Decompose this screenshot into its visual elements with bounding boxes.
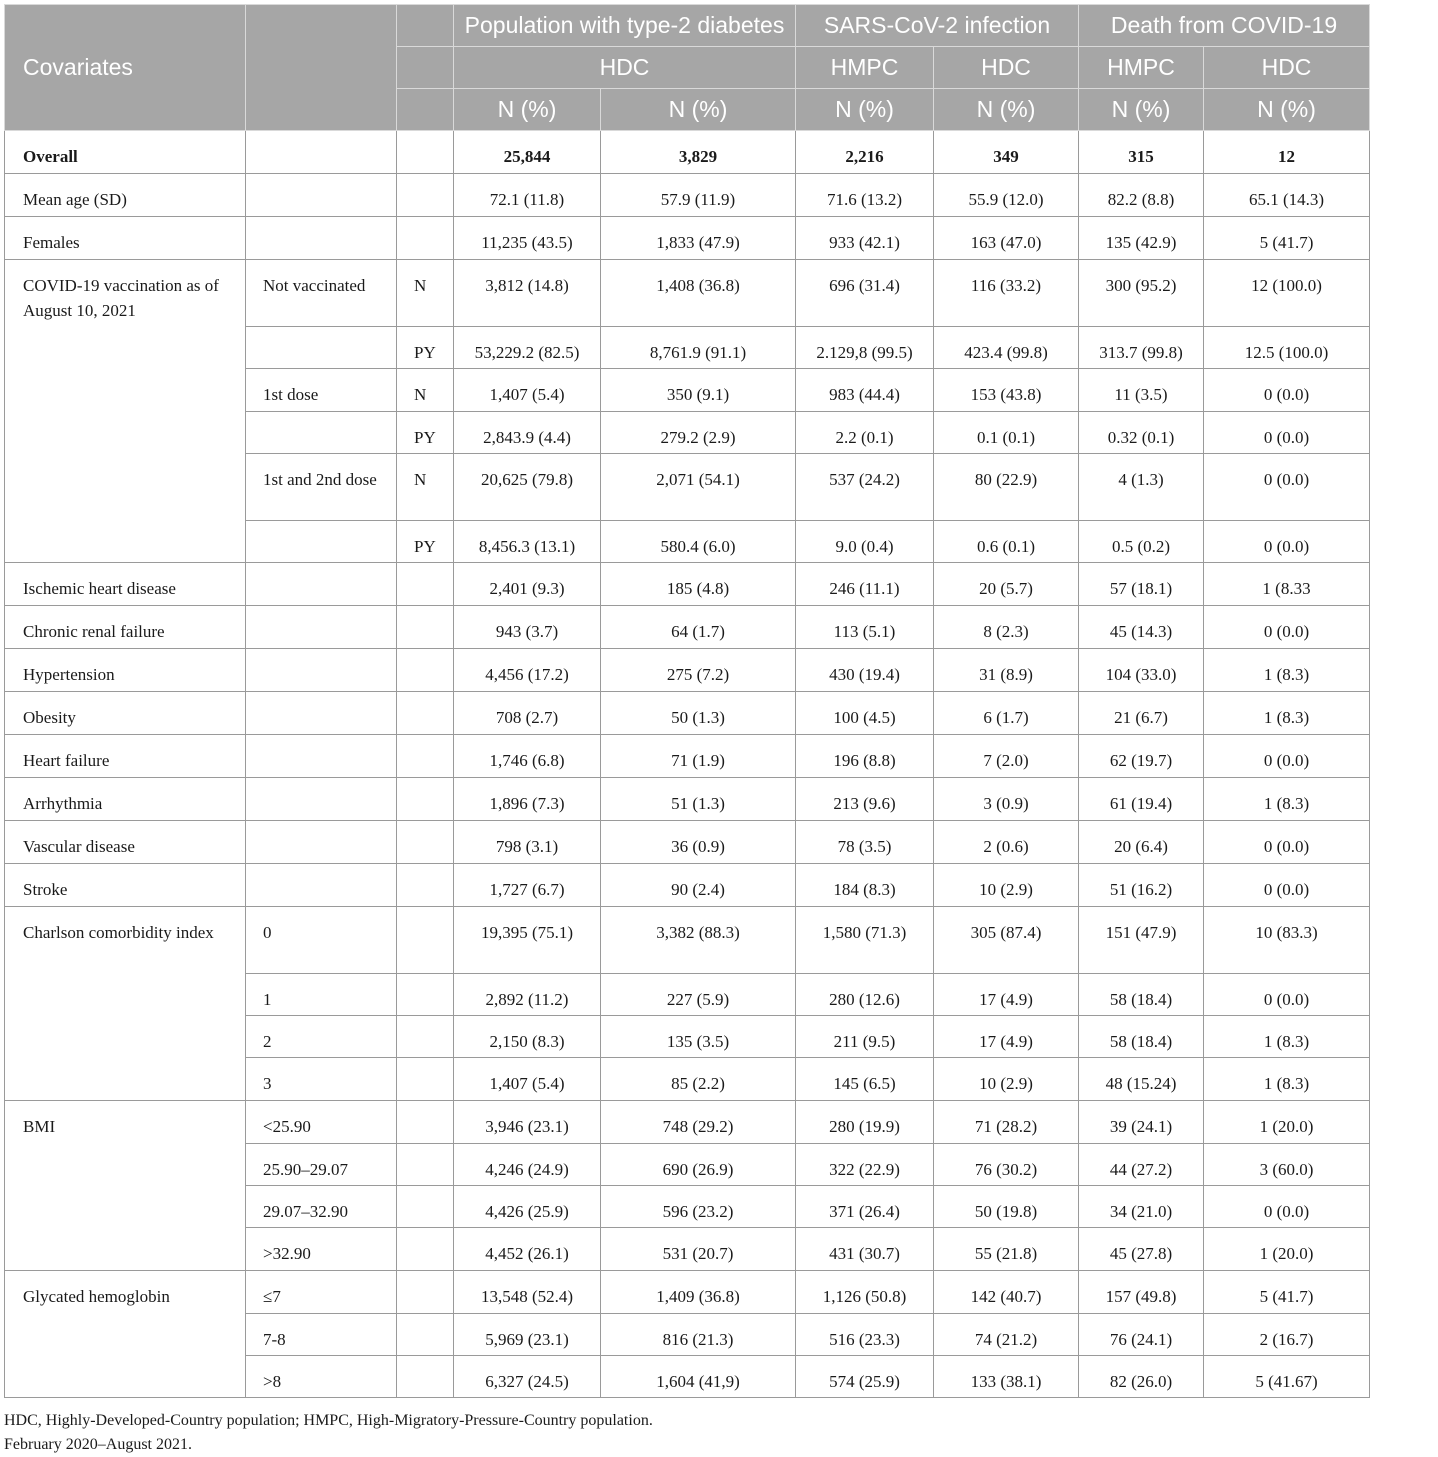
subcategory-label: 3: [246, 1058, 397, 1101]
value-cell: 1,408 (36.8): [601, 260, 796, 327]
value-cell: 116 (33.2): [934, 260, 1079, 327]
subcategory-label: [246, 735, 397, 778]
value-cell: 76 (30.2): [934, 1144, 1079, 1186]
covariate-label: Chronic renal failure: [5, 606, 246, 649]
value-cell: 0 (0.0): [1204, 864, 1370, 907]
unit-label: [397, 1314, 454, 1356]
value-cell: 163 (47.0): [934, 217, 1079, 260]
value-cell: 2 (16.7): [1204, 1314, 1370, 1356]
value-cell: 3 (0.9): [934, 778, 1079, 821]
value-cell: 64 (1.7): [601, 606, 796, 649]
subcategory-label: Not vaccinated: [246, 260, 397, 327]
value-cell: 12: [1204, 131, 1370, 174]
unit-header: N (%): [601, 89, 796, 131]
unit-label: [397, 217, 454, 260]
value-cell: 12.5 (100.0): [1204, 327, 1370, 369]
unit-label: [397, 974, 454, 1016]
value-cell: 2 (0.6): [934, 821, 1079, 864]
value-cell: 20,625 (79.8): [454, 454, 601, 521]
value-cell: 211 (9.5): [796, 1016, 934, 1058]
table-row: [5, 692, 1370, 735]
value-cell: 72.1 (11.8): [454, 174, 601, 217]
value-cell: 11,235 (43.5): [454, 217, 601, 260]
table-row: [5, 563, 1370, 606]
value-cell: 62 (19.7): [1079, 735, 1204, 778]
value-cell: 45 (14.3): [1079, 606, 1204, 649]
unit-label: [397, 1016, 454, 1058]
value-cell: 12 (100.0): [1204, 260, 1370, 327]
subcategory-label: [246, 778, 397, 821]
unit-label: [397, 692, 454, 735]
value-cell: 31 (8.9): [934, 649, 1079, 692]
unit-label: PY: [397, 521, 454, 563]
value-cell: 57.9 (11.9): [601, 174, 796, 217]
value-cell: 57 (18.1): [1079, 563, 1204, 606]
subcategory-label: [246, 174, 397, 217]
value-cell: 10 (83.3): [1204, 907, 1370, 974]
value-cell: 596 (23.2): [601, 1186, 796, 1228]
value-cell: 423.4 (99.8): [934, 327, 1079, 369]
value-cell: 280 (19.9): [796, 1101, 934, 1144]
value-cell: 816 (21.3): [601, 1314, 796, 1356]
value-cell: 4,452 (26.1): [454, 1228, 601, 1271]
unit-label: PY: [397, 327, 454, 369]
value-cell: 279.2 (2.9): [601, 412, 796, 454]
value-cell: 13,548 (52.4): [454, 1271, 601, 1314]
covariate-label: Obesity: [5, 692, 246, 735]
value-cell: 1,409 (36.8): [601, 1271, 796, 1314]
value-cell: 25,844: [454, 131, 601, 174]
covariate-label: BMI: [5, 1101, 246, 1271]
table-row: [5, 735, 1370, 778]
value-cell: 431 (30.7): [796, 1228, 934, 1271]
value-cell: 1 (8.3): [1204, 649, 1370, 692]
value-cell: 71 (1.9): [601, 735, 796, 778]
unit-label: [397, 131, 454, 174]
value-cell: 2,071 (54.1): [601, 454, 796, 521]
value-cell: 246 (11.1): [796, 563, 934, 606]
value-cell: 58 (18.4): [1079, 974, 1204, 1016]
unit-label: [397, 864, 454, 907]
value-cell: 1,833 (47.9): [601, 217, 796, 260]
value-cell: 113 (5.1): [796, 606, 934, 649]
value-cell: 0 (0.0): [1204, 821, 1370, 864]
value-cell: 104 (33.0): [1079, 649, 1204, 692]
value-cell: 21 (6.7): [1079, 692, 1204, 735]
subcategory-label: 29.07–32.90: [246, 1186, 397, 1228]
value-cell: 71 (28.2): [934, 1101, 1079, 1144]
covariate-label: Stroke: [5, 864, 246, 907]
value-cell: 280 (12.6): [796, 974, 934, 1016]
empty-header-cell: [397, 5, 454, 47]
value-cell: 1,126 (50.8): [796, 1271, 934, 1314]
value-cell: 10 (2.9): [934, 1058, 1079, 1101]
subcategory-label: [246, 649, 397, 692]
value-cell: 0 (0.0): [1204, 521, 1370, 563]
value-cell: 3 (60.0): [1204, 1144, 1370, 1186]
empty-header-cell: [246, 5, 397, 131]
value-cell: 135 (3.5): [601, 1016, 796, 1058]
value-cell: 574 (25.9): [796, 1356, 934, 1398]
subcategory-label: 25.90–29.07: [246, 1144, 397, 1186]
value-cell: 227 (5.9): [601, 974, 796, 1016]
value-cell: 0 (0.0): [1204, 369, 1370, 412]
value-cell: 1,746 (6.8): [454, 735, 601, 778]
value-cell: 1 (20.0): [1204, 1101, 1370, 1144]
value-cell: 2,150 (8.3): [454, 1016, 601, 1058]
value-cell: 8,456.3 (13.1): [454, 521, 601, 563]
value-cell: 9.0 (0.4): [796, 521, 934, 563]
value-cell: 5,969 (23.1): [454, 1314, 601, 1356]
value-cell: 580.4 (6.0): [601, 521, 796, 563]
covariate-label: Arrhythmia: [5, 778, 246, 821]
value-cell: 1,604 (41,9): [601, 1356, 796, 1398]
value-cell: 708 (2.7): [454, 692, 601, 735]
value-cell: 3,382 (88.3): [601, 907, 796, 974]
value-cell: 5 (41.7): [1204, 217, 1370, 260]
value-cell: 696 (31.4): [796, 260, 934, 327]
value-cell: 34 (21.0): [1079, 1186, 1204, 1228]
covariates-table: Covariates Population with type-2 diabetes SARS-CoV-2 infection Death from COVID-19 HDC HMPC HDC HMPC HDC HMPC N (%) N (%) N (%) N (%) N (%) N (%) Overall 25,844 3,829 2,216 349 315 12 Mean age (SD) 72.1 (11.8) 57.9 (11.9) 71.6 (13.2) 55.9 (12.0) 82.2 (8.8) 65.1 (14.3) Females 11,235 (43.5) 1,833 (47.9) 933 (42.1) 163 (47.0) 135 (42.9) 5 (41.7) COVID-19 vaccination as of August 10, 2021 Not vaccinated N 3,812 (14.8) 1,408 (36.8) 696 (31.4) 116 (33.2) 300 (95.2) 12 (100.0) PY 53,229.2 (82.5) 8,761.9 (91.1) 2.129,8 (99.5) 423.4 (99.8) 313.7 (99.8) 12.5 (100.0) 1st dose N 1,407 (5.4) 350 (9.1) 983 (44.4) 153 (43.8) 11 (3.5) 0 (0.0) PY 2,843.9 (4.4) 279.2 (2.9) 2.2 (0.1) 0.1 (0.1) 0.32 (0.1) 0 (0.0) 1st and 2nd dose N 20,625 (79.8) 2,071 (54.1) 537 (24.2) 80 (22.9) 4 (1.3) 0 (0.0) PY 8,456.3 (13.1) 580.4 (6.0) 9.0 (0.4) 0.6 (0.1) 0.5 (0.2) 0 (0.0) Ischemic heart disease 2,401 (9.3) 185 (4.8) 246 (11.1) 20 (5.7) 57 (18.1) 1 (8.33 Chronic renal failure 943 (3.7) 64 (1.7) 113 (5.1) 8 (2.3) 45 (14.3) 0 (0.0) Hypertension 4,456 (17.2) 275 (7.2) 430 (19.4) 31 (8.9) 104 (33.0) 1 (8.3) Obesity 708 (2.7) 50 (1.3) 100 (4.5) 6 (1.7) 21 (6.7) 1 (8.3) Heart failure 1,746 (6.8) 71 (1.9) 196 (8.8) 7 (2.0) 62 (19.7) 0 (0.0) Arrhythmia 1,896 (7.3) 51 (1.3) 213 (9.6) 3 (0.9) 61 (19.4) 1 (8.3) Vascular disease 798 (3.1) 36 (0.9) 78 (3.5) 2 (0.6) 20 (6.4) 0 (0.0) Stroke 1,727 (6.7) 90 (2.4) 184 (8.3) 10 (2.9) 51 (16.2) 0 (0.0) Charlson comorbidity index 0 19,395 (75.1) 3,382 (88.3) 1,580 (71.3) 305 (87.4) 151 (47.9) 10 (83.3) 1 2,892 (11.2) 227 (5.9) 280 (12.6) 17 (4.9) 58 (18.4) 0 (0.0) 2 2,150 (8.3) 135 (3.5) 211 (9.5) 17 (4.9) 58 (18.4) 1 (8.3) 3 1,407 (5.4) 85 (2.2) 145 (6.5) 10 (2.9) 48 (15.24) 1 (8.3) BMI <25.90 3,946 (23.1) 748 (29.2) 280 (19.9) 71 (28.2) 39 (24.1) 1 (20.0) 25.90–29.07 4,246 (24.9) 690 (26.9) 322 (22.9) 76 (30.2) 44 (27.2) 3 (60.0) 29.07–32.90 4,426 (25.9) 596 (23.2) 371 (26.4) 50 (19.8) 34 (21.0) 0 (0.0) >32.90 4,452 (26.1) 531 (20.7) 431 (30.7) 55 (21.8) 45 (27.8) 1 (20.0) Glycated hemoglobin ≤7 13,548 (52.4) 1,409 (36.8) 1,126 (50.8) 142 (40.7) 157 (49.8) 5 (41.7) 7-8 5,969 (23.1) 816 (21.3) 516 (23.3) 74 (21.2) 76 (24.1) 2 (16.7) >8 6,327 (24.5) 1,604 (41,9) 574 (25.9) 133 (38.1) 82 (26.0) 5 (41.67): [4, 4, 1370, 1398]
value-cell: 300 (95.2): [1079, 260, 1204, 327]
table-row: [5, 1271, 1370, 1314]
subcategory-label: [246, 327, 397, 369]
value-cell: 1 (8.3): [1204, 1016, 1370, 1058]
value-cell: 8 (2.3): [934, 606, 1079, 649]
value-cell: 58 (18.4): [1079, 1016, 1204, 1058]
footnotes: [4, 1409, 653, 1457]
unit-label: [397, 649, 454, 692]
value-cell: 1,407 (5.4): [454, 369, 601, 412]
covariate-label: Overall: [5, 131, 246, 174]
value-cell: 153 (43.8): [934, 369, 1079, 412]
value-cell: 76 (24.1): [1079, 1314, 1204, 1356]
value-cell: 133 (38.1): [934, 1356, 1079, 1398]
table-container: [4, 4, 1438, 1398]
value-cell: 82.2 (8.8): [1079, 174, 1204, 217]
value-cell: 65.1 (14.3): [1204, 174, 1370, 217]
value-cell: 983 (44.4): [796, 369, 934, 412]
value-cell: 275 (7.2): [601, 649, 796, 692]
value-cell: 7 (2.0): [934, 735, 1079, 778]
subcategory-label: [246, 563, 397, 606]
value-cell: 322 (22.9): [796, 1144, 934, 1186]
subcategory-label: <25.90: [246, 1101, 397, 1144]
value-cell: 2.2 (0.1): [796, 412, 934, 454]
value-cell: 196 (8.8): [796, 735, 934, 778]
unit-header: N (%): [1204, 89, 1370, 131]
subcategory-label: [246, 821, 397, 864]
value-cell: 213 (9.6): [796, 778, 934, 821]
subcategory-label: [246, 521, 397, 563]
value-cell: 0.32 (0.1): [1079, 412, 1204, 454]
unit-label: [397, 1356, 454, 1398]
value-cell: 2,892 (11.2): [454, 974, 601, 1016]
value-cell: 2,843.9 (4.4): [454, 412, 601, 454]
unit-header: N (%): [454, 89, 601, 131]
value-cell: 71.6 (13.2): [796, 174, 934, 217]
subcategory-label: 1st and 2nd dose: [246, 454, 397, 521]
value-cell: 0.1 (0.1): [934, 412, 1079, 454]
value-cell: 430 (19.4): [796, 649, 934, 692]
value-cell: 0.6 (0.1): [934, 521, 1079, 563]
value-cell: 74 (21.2): [934, 1314, 1079, 1356]
value-cell: 184 (8.3): [796, 864, 934, 907]
value-cell: 45 (27.8): [1079, 1228, 1204, 1271]
value-cell: 151 (47.9): [1079, 907, 1204, 974]
value-cell: 142 (40.7): [934, 1271, 1079, 1314]
value-cell: 516 (23.3): [796, 1314, 934, 1356]
value-cell: 1,580 (71.3): [796, 907, 934, 974]
covariate-label: COVID-19 vaccination as of August 10, 2021: [5, 260, 246, 563]
value-cell: 5 (41.67): [1204, 1356, 1370, 1398]
unit-label: [397, 907, 454, 974]
subcategory-label: 1: [246, 974, 397, 1016]
value-cell: 90 (2.4): [601, 864, 796, 907]
subgroup-header: HDC: [1204, 47, 1370, 89]
unit-label: [397, 174, 454, 217]
value-cell: 4,426 (25.9): [454, 1186, 601, 1228]
unit-label: [397, 563, 454, 606]
value-cell: 50 (19.8): [934, 1186, 1079, 1228]
table-body: [5, 131, 1370, 1398]
table-row: [5, 217, 1370, 260]
value-cell: 2.129,8 (99.5): [796, 327, 934, 369]
value-cell: 0 (0.0): [1204, 1186, 1370, 1228]
value-cell: 690 (26.9): [601, 1144, 796, 1186]
value-cell: 1 (8.3): [1204, 1058, 1370, 1101]
unit-label: [397, 778, 454, 821]
unit-label: [397, 1101, 454, 1144]
value-cell: 1,407 (5.4): [454, 1058, 601, 1101]
footnote-abbreviations: HDC, Highly-Developed-Country population; HMPC, High-Migratory-Pressure-Country population.: [4, 1412, 653, 1429]
value-cell: 6 (1.7): [934, 692, 1079, 735]
value-cell: 1 (8.33: [1204, 563, 1370, 606]
value-cell: 0 (0.0): [1204, 606, 1370, 649]
subcategory-label: [246, 864, 397, 907]
value-cell: 313.7 (99.8): [1079, 327, 1204, 369]
subcategory-label: [246, 692, 397, 735]
covariate-label: Charlson comorbidity index: [5, 907, 246, 1101]
empty-header-cell: [397, 47, 454, 89]
table-row: [5, 1101, 1370, 1144]
value-cell: 1 (8.3): [1204, 692, 1370, 735]
value-cell: 0 (0.0): [1204, 412, 1370, 454]
unit-label: N: [397, 369, 454, 412]
subcategory-label: >8: [246, 1356, 397, 1398]
subgroup-header: HDC: [934, 47, 1079, 89]
table-row: [5, 260, 1370, 327]
value-cell: 4,246 (24.9): [454, 1144, 601, 1186]
table-row: [5, 174, 1370, 217]
value-cell: 82 (26.0): [1079, 1356, 1204, 1398]
value-cell: 531 (20.7): [601, 1228, 796, 1271]
unit-header: N (%): [934, 89, 1079, 131]
table-row: [5, 131, 1370, 174]
subcategory-label: 2: [246, 1016, 397, 1058]
subgroup-header: HMPC: [796, 47, 934, 89]
subcategory-label: ≤7: [246, 1271, 397, 1314]
value-cell: 61 (19.4): [1079, 778, 1204, 821]
value-cell: 185 (4.8): [601, 563, 796, 606]
value-cell: 0 (0.0): [1204, 974, 1370, 1016]
value-cell: 933 (42.1): [796, 217, 934, 260]
unit-label: [397, 1144, 454, 1186]
unit-label: N: [397, 454, 454, 521]
value-cell: 4,456 (17.2): [454, 649, 601, 692]
value-cell: 371 (26.4): [796, 1186, 934, 1228]
unit-label: [397, 1186, 454, 1228]
value-cell: 20 (6.4): [1079, 821, 1204, 864]
table-row: [5, 907, 1370, 974]
value-cell: 48 (15.24): [1079, 1058, 1204, 1101]
value-cell: 17 (4.9): [934, 974, 1079, 1016]
value-cell: 1,727 (6.7): [454, 864, 601, 907]
group-header-diabetes: Population with type-2 diabetes: [454, 5, 796, 47]
unit-label: [397, 1228, 454, 1271]
value-cell: 4 (1.3): [1079, 454, 1204, 521]
value-cell: 2,401 (9.3): [454, 563, 601, 606]
subcategory-label: 0: [246, 907, 397, 974]
value-cell: 0 (0.0): [1204, 735, 1370, 778]
covariate-label: Glycated hemoglobin: [5, 1271, 246, 1398]
value-cell: 0.5 (0.2): [1079, 521, 1204, 563]
value-cell: 1 (20.0): [1204, 1228, 1370, 1271]
covariate-label: Heart failure: [5, 735, 246, 778]
covariate-label: Ischemic heart disease: [5, 563, 246, 606]
group-header-death: Death from COVID-19: [1079, 5, 1370, 47]
value-cell: 6,327 (24.5): [454, 1356, 601, 1398]
table-row: [5, 821, 1370, 864]
subcategory-label: 7-8: [246, 1314, 397, 1356]
value-cell: 44 (27.2): [1079, 1144, 1204, 1186]
unit-header: N (%): [1079, 89, 1204, 131]
value-cell: 2,216: [796, 131, 934, 174]
subcategory-label: [246, 412, 397, 454]
subcategory-label: [246, 131, 397, 174]
value-cell: 798 (3.1): [454, 821, 601, 864]
value-cell: 135 (42.9): [1079, 217, 1204, 260]
unit-label: N: [397, 260, 454, 327]
value-cell: 3,946 (23.1): [454, 1101, 601, 1144]
table-row: [5, 864, 1370, 907]
value-cell: 5 (41.7): [1204, 1271, 1370, 1314]
covariates-header: Covariates: [5, 5, 246, 131]
value-cell: 3,812 (14.8): [454, 260, 601, 327]
table-row: [5, 606, 1370, 649]
value-cell: 0 (0.0): [1204, 454, 1370, 521]
covariate-label: Mean age (SD): [5, 174, 246, 217]
value-cell: 349: [934, 131, 1079, 174]
subcategory-label: [246, 606, 397, 649]
value-cell: 17 (4.9): [934, 1016, 1079, 1058]
footnote-period: February 2020–August 2021.: [4, 1436, 192, 1453]
unit-header: N (%): [796, 89, 934, 131]
value-cell: 145 (6.5): [796, 1058, 934, 1101]
value-cell: 305 (87.4): [934, 907, 1079, 974]
value-cell: 3,829: [601, 131, 796, 174]
value-cell: 36 (0.9): [601, 821, 796, 864]
value-cell: 55.9 (12.0): [934, 174, 1079, 217]
subgroup-header: HMPC: [1079, 47, 1204, 89]
value-cell: 11 (3.5): [1079, 369, 1204, 412]
unit-label: [397, 606, 454, 649]
value-cell: 55 (21.8): [934, 1228, 1079, 1271]
value-cell: 20 (5.7): [934, 563, 1079, 606]
value-cell: 19,395 (75.1): [454, 907, 601, 974]
subcategory-label: [246, 217, 397, 260]
unit-label: [397, 821, 454, 864]
subgroup-header: HDC: [454, 47, 796, 89]
value-cell: 315: [1079, 131, 1204, 174]
unit-label: [397, 1058, 454, 1101]
covariate-label: Hypertension: [5, 649, 246, 692]
value-cell: 51 (16.2): [1079, 864, 1204, 907]
subcategory-label: >32.90: [246, 1228, 397, 1271]
unit-label: [397, 1271, 454, 1314]
group-header-infection: SARS-CoV-2 infection: [796, 5, 1079, 47]
covariate-label: Females: [5, 217, 246, 260]
table-row: [5, 649, 1370, 692]
value-cell: 100 (4.5): [796, 692, 934, 735]
value-cell: 85 (2.2): [601, 1058, 796, 1101]
table-row: [5, 778, 1370, 821]
value-cell: 10 (2.9): [934, 864, 1079, 907]
value-cell: 1,896 (7.3): [454, 778, 601, 821]
value-cell: 51 (1.3): [601, 778, 796, 821]
value-cell: 748 (29.2): [601, 1101, 796, 1144]
value-cell: 943 (3.7): [454, 606, 601, 649]
value-cell: 1 (8.3): [1204, 778, 1370, 821]
value-cell: 350 (9.1): [601, 369, 796, 412]
value-cell: 537 (24.2): [796, 454, 934, 521]
subcategory-label: 1st dose: [246, 369, 397, 412]
empty-header-cell: [397, 89, 454, 131]
value-cell: 157 (49.8): [1079, 1271, 1204, 1314]
value-cell: 80 (22.9): [934, 454, 1079, 521]
covariate-label: Vascular disease: [5, 821, 246, 864]
value-cell: 78 (3.5): [796, 821, 934, 864]
unit-label: [397, 735, 454, 778]
value-cell: 8,761.9 (91.1): [601, 327, 796, 369]
value-cell: 50 (1.3): [601, 692, 796, 735]
value-cell: 53,229.2 (82.5): [454, 327, 601, 369]
value-cell: 39 (24.1): [1079, 1101, 1204, 1144]
unit-label: PY: [397, 412, 454, 454]
